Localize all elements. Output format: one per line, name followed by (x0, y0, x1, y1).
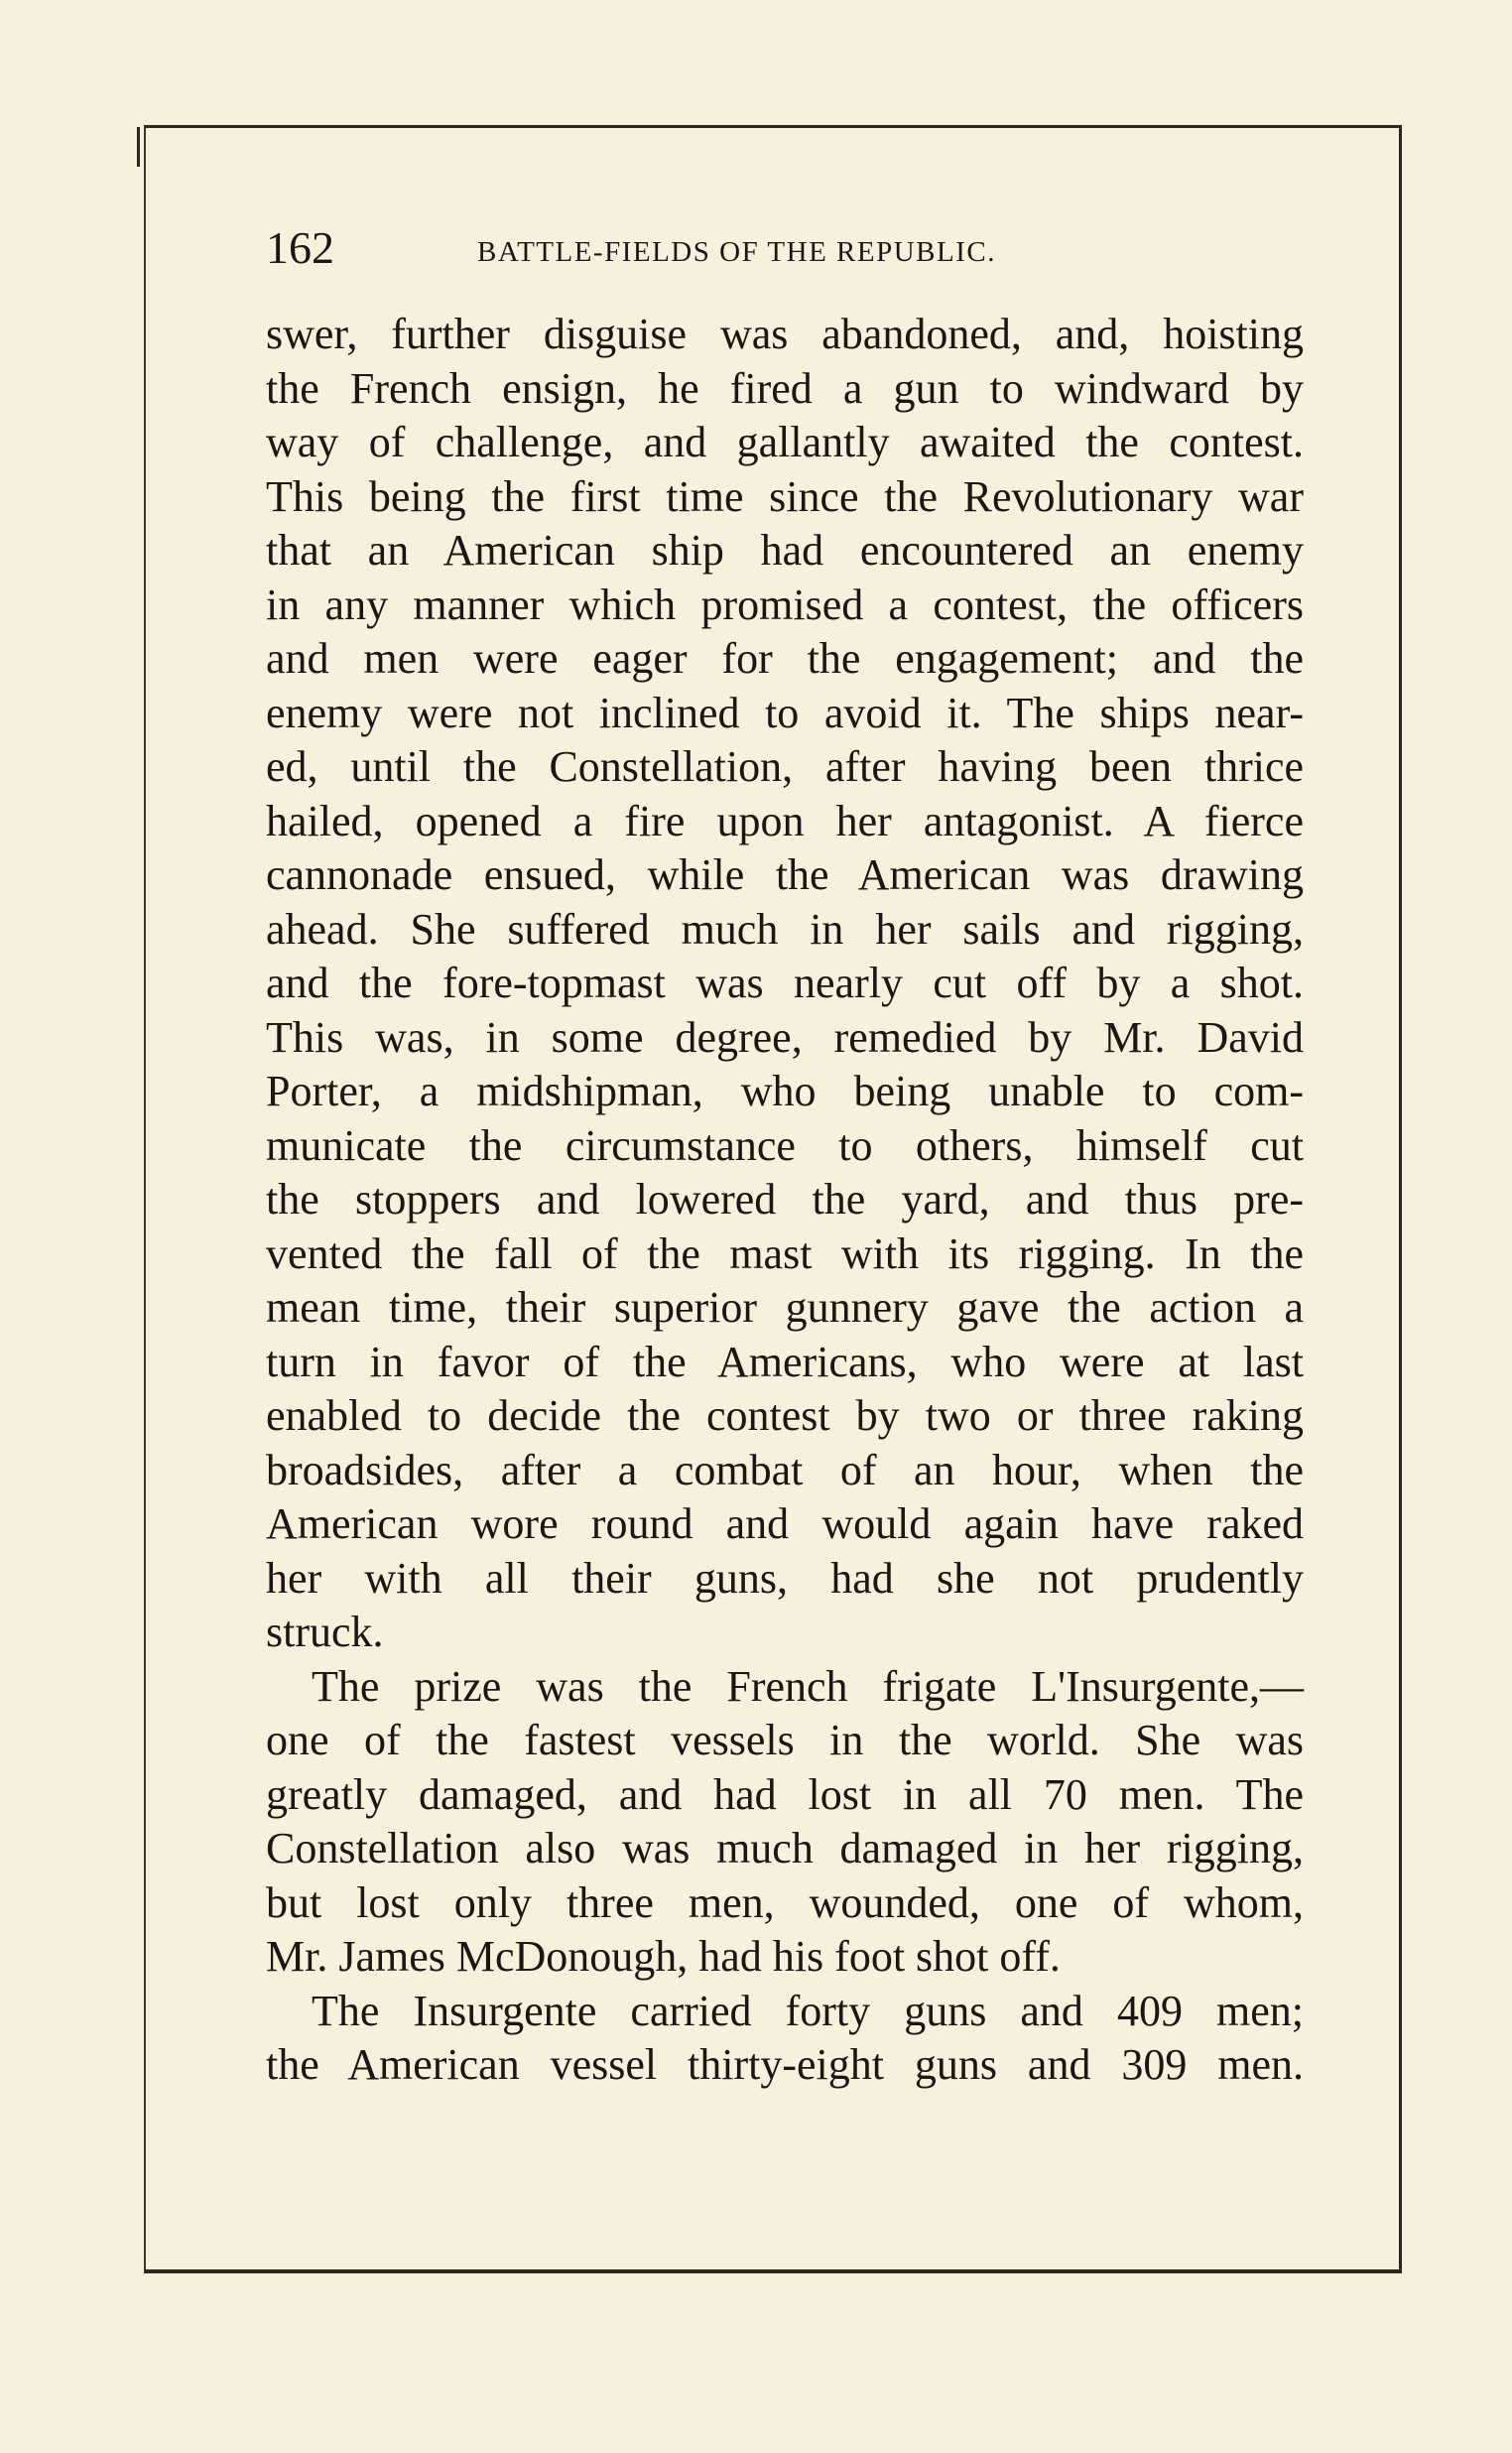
text-line: cannonade ensued, while the American was drawing (266, 850, 1304, 899)
text-line: Constellation also was much damaged in her rigging, (266, 1824, 1304, 1872)
page-header (266, 220, 1119, 280)
text-line: American wore round and would again have raked (266, 1499, 1304, 1548)
text-line: This was, in some degree, remedied by Mr. David (266, 1012, 1304, 1062)
paragraph-1 (266, 308, 1304, 1660)
text-line: but lost only three men, wounded, one of whom, (266, 1877, 1304, 1927)
text-line: hailed, opened a fire upon her antagonist. A fierce (266, 796, 1304, 845)
paragraph-3 (266, 1985, 1304, 2093)
text-line: Mr. James McDonough, had his foot shot off. (266, 1932, 1061, 1981)
text-line: the American vessel thirty-eight guns and 309 men. (266, 2040, 1304, 2089)
text-line: one of the fastest vessels in the world. She was (266, 1716, 1304, 1764)
text-line: way of challenge, and gallantly awaited the contest. (266, 418, 1304, 466)
text-line: struck. (266, 1608, 384, 1656)
text-line: This being the first time since the Revolutionary war (266, 471, 1304, 521)
text-line: enemy were not inclined to avoid it. The ships near- (266, 688, 1304, 737)
text-line: Porter, a midshipman, who being unable to com- (266, 1067, 1304, 1115)
text-line: mean time, their superior gunnery gave the action a (266, 1283, 1304, 1332)
text-line: in any manner which promised a contest, the officers (266, 580, 1304, 629)
text-line: turn in favor of the Americans, who were at last (266, 1337, 1304, 1386)
text-line: vented the fall of the mast with its rigging. In the (266, 1228, 1304, 1278)
text-line: broadsides, after a combat of an hour, when the (266, 1445, 1304, 1494)
text-line: the French ensign, he fired a gun to windward by (266, 363, 1304, 413)
text-line: and the fore-topmast was nearly cut off by a shot. (266, 959, 1304, 1007)
text-line: The Insurgente carried forty guns and 409 men; (312, 1986, 1304, 2035)
text-line: ahead. She suffered much in her sails and rigging, (266, 904, 1304, 954)
text-line: and men were eager for the engagement; and the (266, 634, 1304, 683)
text-line: municate the circumstance to others, himself cut (266, 1120, 1304, 1170)
text-line: that an American ship had encountered an enemy (266, 526, 1304, 575)
text-line: greatly damaged, and had lost in all 70 men. The (266, 1769, 1304, 1819)
border-mark (137, 127, 140, 167)
text-line: swer, further disguise was abandoned, and, hoisting (266, 310, 1304, 358)
text-line: ed, until the Constellation, after having been thrice (266, 742, 1304, 791)
paragraph-2 (266, 1660, 1304, 1985)
page-number: 162 (266, 222, 334, 273)
text-line: enabled to decide the contest by two or three raking (266, 1391, 1304, 1440)
text-line: the stoppers and lowered the yard, and thus pre- (266, 1175, 1304, 1224)
running-head: BATTLE-FIELDS OF THE REPUBLIC. (477, 236, 996, 268)
text-line: her with all their guns, had she not prudently (266, 1553, 1304, 1603)
text-line: The prize was the French frigate L'Insurgente,— (312, 1661, 1304, 1711)
body-text (266, 308, 1304, 2093)
